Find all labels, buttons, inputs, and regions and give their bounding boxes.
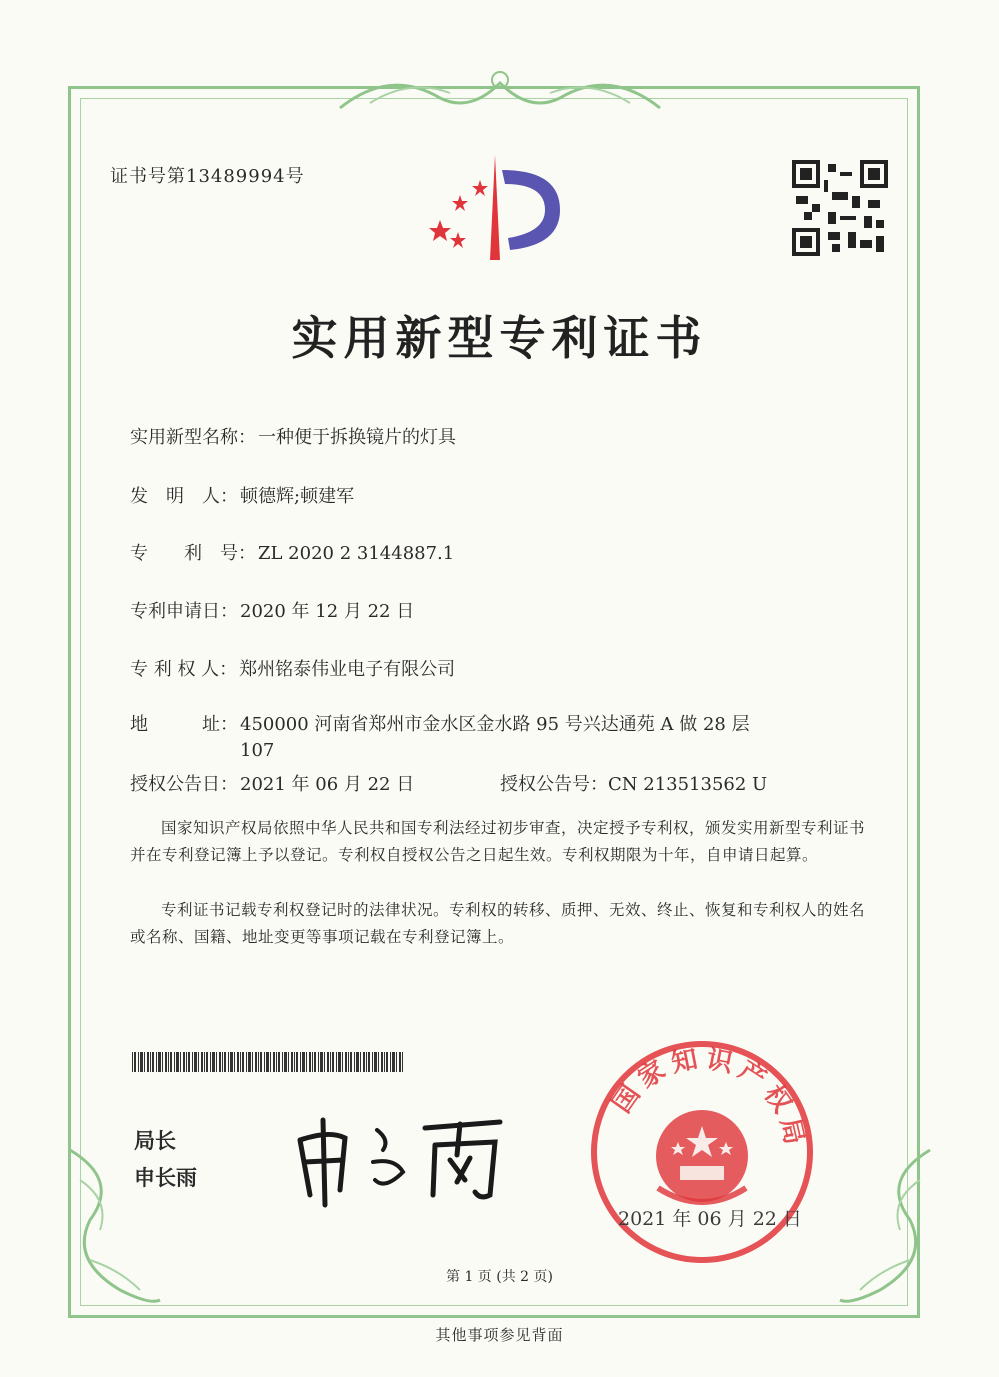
barcode: [132, 1052, 406, 1072]
field-label: 地 址：: [130, 714, 238, 735]
field-value: ZL 2020 2 3144887.1: [258, 543, 455, 564]
official-seal: [588, 1038, 816, 1266]
field-patent-number: [130, 539, 454, 565]
footer-note: 其他事项参见背面: [435, 1326, 564, 1344]
field-label: 授权公告日：: [130, 774, 238, 795]
field-label: 实用新型名称：: [130, 427, 256, 448]
field-value: 2021 年 06 月 22 日: [240, 774, 415, 795]
qr-code: [792, 160, 888, 256]
svg-text:国: 国: [606, 1079, 647, 1119]
field-label: 专 利 号：: [130, 543, 256, 564]
document-title: 实用新型专利证书: [291, 311, 708, 365]
field-patentee: [130, 655, 455, 681]
field-label: 授权公告号：: [500, 774, 608, 795]
top-ornament: [330, 58, 670, 118]
field-value: 一种便于拆换镜片的灯具: [258, 427, 456, 448]
field-utility-model-name: [130, 423, 456, 449]
field-label: 专 利 权 人：: [130, 659, 238, 680]
director-title: 局长: [134, 1129, 176, 1153]
field-address: [130, 712, 760, 764]
field-value: 顿德辉;顿建军: [240, 486, 355, 507]
director-name: 申长雨: [134, 1166, 197, 1190]
statement-paragraph: 国家知识产权局依照中华人民共和国专利法经过初步审查，决定授予专利权，颁发实用新型专利证书并在专利登记簿上予以登记。专利权自授权公告之日起生效。专利权期限为十年，自申请日起算。: [130, 819, 866, 864]
svg-text:局: 局: [774, 1115, 810, 1148]
field-value: 郑州铭泰伟业电子有限公司: [239, 659, 456, 680]
svg-text:产: 产: [733, 1055, 772, 1095]
field-value: CN 213513562 U: [608, 774, 768, 795]
svg-text:权: 权: [757, 1079, 798, 1119]
svg-text:识: 识: [703, 1044, 736, 1079]
field-label: 专利申请日：: [130, 601, 238, 622]
field-grant-date: [130, 770, 414, 796]
statement-paragraph: 专利证书记载专利权登记时的法律状况。专利权的转移、质押、无效、终止、恢复和专利权人的姓名或名称、国籍、地址变更等事项记载在专利登记簿上。: [130, 901, 866, 946]
field-label: 发 明 人：: [130, 486, 238, 507]
svg-text:家: 家: [632, 1055, 671, 1095]
patent-office-logo: [420, 150, 570, 270]
field-application-date: [130, 597, 414, 623]
field-grant-number: [500, 770, 767, 796]
field-value: 450000 河南省郑州市金水区金水路 95 号兴达通苑 A 做 28 层 107: [240, 714, 750, 761]
field-value: 2020 年 12 月 22 日: [240, 601, 415, 622]
svg-text:知: 知: [668, 1044, 701, 1079]
seal-date: 2021 年 06 月 22 日: [618, 1208, 802, 1230]
page-number: 第 1 页 (共 2 页): [446, 1269, 553, 1285]
director-signature: [285, 1100, 515, 1210]
field-inventor: [130, 482, 354, 508]
certificate-number: 证书号第13489994号: [110, 166, 305, 187]
